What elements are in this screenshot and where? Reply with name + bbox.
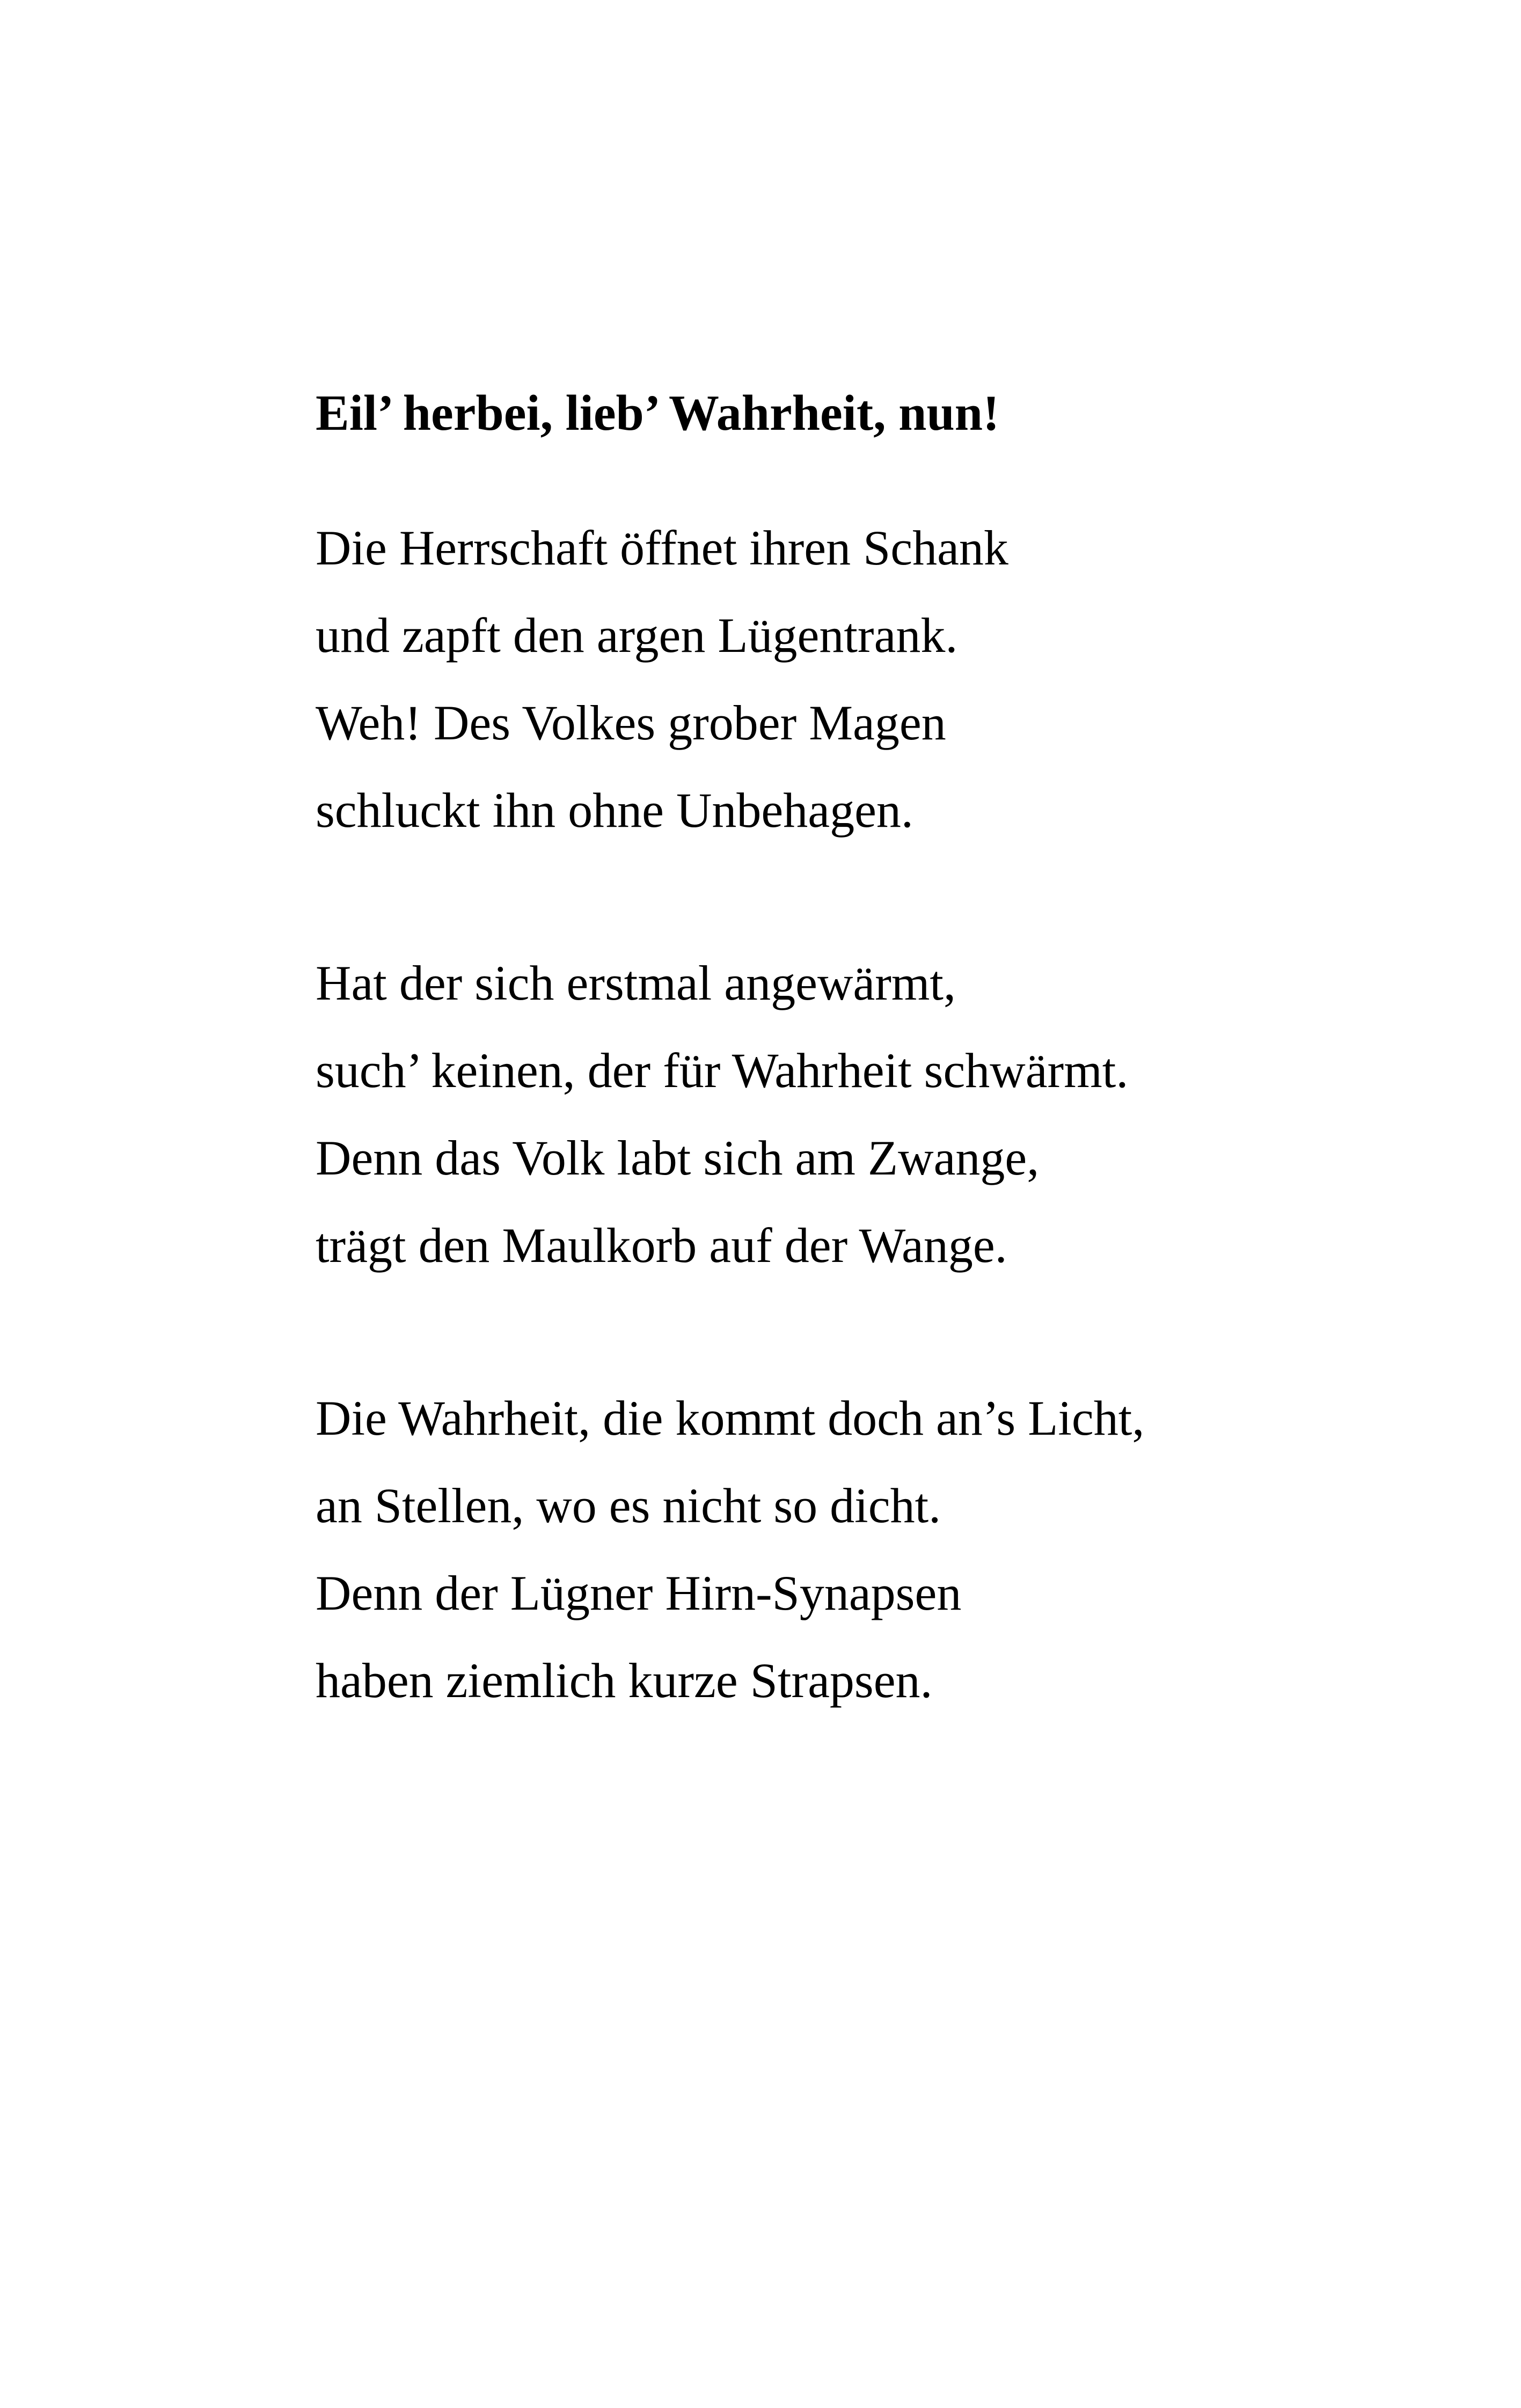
poem-line: schluckt ihn ohne Unbehagen. [316,783,913,838]
poem [316,376,1389,1724]
stanza-3 [316,1375,1389,1724]
poem-line: Hat der sich erstmal angewärmt, [316,956,956,1010]
stanza-1 [316,504,1389,854]
poem-line: Die Wahrheit, die kommt doch an’s Licht, [316,1391,1145,1445]
poem-line: Weh! Des Volkes grober Magen [316,695,946,750]
stanza-2 [316,939,1389,1289]
poem-line: Die Herrschaft öffnet ihren Schank [316,520,1008,575]
poem-line: such’ keinen, der für Wahrheit schwärmt. [316,1043,1129,1098]
poem-line: an Stellen, wo es nicht so dicht. [316,1478,941,1533]
poem-line: Denn der Lügner Hirn-Synapsen [316,1566,962,1620]
poem-line: haben ziemlich kurze Strapsen. [316,1653,933,1708]
poem-line: Denn das Volk labt sich am Zwange, [316,1130,1040,1185]
poem-line: und zapft den argen Lügentrank. [316,608,958,663]
poem-line: trägt den Maulkorb auf der Wange. [316,1218,1007,1273]
poem-title: Eil’ herbei, lieb’ Wahrheit, nun! [316,385,1000,441]
